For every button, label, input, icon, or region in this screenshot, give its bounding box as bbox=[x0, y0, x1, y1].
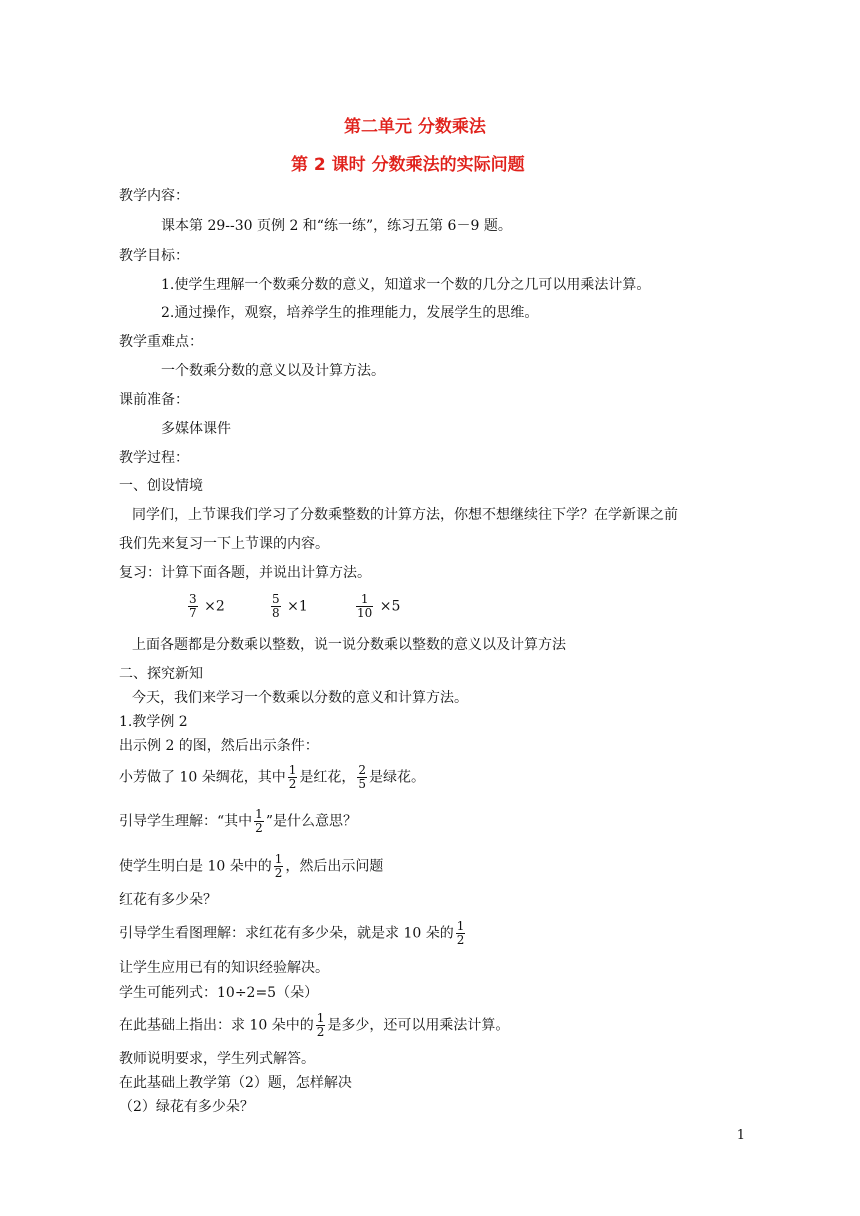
exercise: $\frac{3}{7}$ ×2 bbox=[189, 592, 225, 620]
goal-item: 2.通过操作，观察，培养学生的推理能力，发展学生的思维。 bbox=[161, 305, 539, 321]
paragraph: 出示例 2 的图，然后出示条件： bbox=[119, 738, 319, 754]
fraction: $\frac{1}{2}$ bbox=[316, 1011, 325, 1039]
paragraph: 我们先来复习一下上节课的内容。 bbox=[119, 536, 329, 552]
key-heading: 教学重难点： bbox=[119, 334, 203, 350]
key-text: 一个数乘分数的意义以及计算方法。 bbox=[161, 363, 385, 379]
exercise: $\frac{1}{10}$ ×5 bbox=[357, 592, 401, 620]
fraction: $\frac{1}{2}$ bbox=[288, 763, 297, 791]
paragraph: 教师说明要求，学生列式解答。 bbox=[119, 1051, 315, 1067]
example-heading: 1.教学例 2 bbox=[119, 714, 188, 730]
fraction: $\frac{1}{2}$ bbox=[456, 919, 465, 947]
fraction: $\frac{3}{7}$ bbox=[189, 592, 197, 620]
page-number: 1 bbox=[736, 1128, 745, 1143]
clarify-line: 使学生明白是 10 朵中的 $\frac{1}{2}$ ，然后出示问题 bbox=[119, 852, 384, 880]
paragraph: 在此基础上教学第（2）题，怎样解决 bbox=[119, 1075, 352, 1091]
paragraph: 上面各题都是分数乘以整数，说一说分数乘以整数的意义以及计算方法 bbox=[132, 637, 566, 653]
paragraph: 今天，我们来学习一个数乘以分数的意义和计算方法。 bbox=[132, 690, 468, 706]
formula: 学生可能列式：10÷2=5（朵） bbox=[119, 985, 319, 1001]
fraction: $\frac{1}{2}$ bbox=[274, 852, 283, 880]
lesson-subtitle: 第 2 课时 分数乘法的实际问题 bbox=[291, 155, 525, 175]
process-heading: 教学过程： bbox=[119, 450, 189, 466]
section-heading: 二、探究新知 bbox=[119, 666, 203, 682]
question: 红花有多少朵？ bbox=[119, 892, 217, 908]
goal-item: 1.使学生理解一个数乘分数的意义，知道求一个数的几分之几可以用乘法计算。 bbox=[161, 277, 651, 293]
question: （2）绿花有多少朵？ bbox=[119, 1099, 254, 1115]
review-text: 复习：计算下面各题，并说出计算方法。 bbox=[119, 565, 371, 581]
page-title: 第二单元 分数乘法 bbox=[344, 117, 486, 137]
paragraph: 让学生应用已有的知识经验解决。 bbox=[119, 960, 329, 976]
content-heading: 教学内容： bbox=[119, 188, 189, 204]
guide-line: 引导学生理解：“其中 $\frac{1}{2}$ ”是什么意思？ bbox=[119, 807, 357, 835]
goals-heading: 教学目标： bbox=[119, 248, 189, 264]
diagram-line: 引导学生看图理解：求红花有多少朵，就是求 10 朵的 $\frac{1}{2}$ bbox=[119, 919, 465, 947]
content-text: 课本第 29--30 页例 2 和“练一练”，练习五第 6－9 题。 bbox=[161, 218, 512, 234]
section-heading: 一、创设情境 bbox=[119, 478, 203, 494]
paragraph: 同学们，上节课我们学习了分数乘整数的计算方法，你想不想继续往下学？在学新课之前 bbox=[132, 507, 678, 523]
prep-heading: 课前准备： bbox=[119, 392, 189, 408]
point-line: 在此基础上指出：求 10 朵中的 $\frac{1}{2}$ 是多少，还可以用乘法计算。 bbox=[119, 1011, 510, 1039]
fraction: $\frac{1}{10}$ bbox=[357, 592, 373, 620]
exercise: $\frac{5}{8}$ ×1 bbox=[272, 592, 308, 620]
fraction: $\frac{1}{2}$ bbox=[255, 807, 263, 835]
fraction: $\frac{2}{5}$ bbox=[358, 763, 366, 791]
prep-text: 多媒体课件 bbox=[161, 421, 231, 437]
condition-line: 小芳做了 10 朵绸花，其中 $\frac{1}{2}$ 是红花， $\frac{2}{5}$ 是绿花。 bbox=[119, 763, 425, 791]
fraction: $\frac{5}{8}$ bbox=[272, 592, 280, 620]
